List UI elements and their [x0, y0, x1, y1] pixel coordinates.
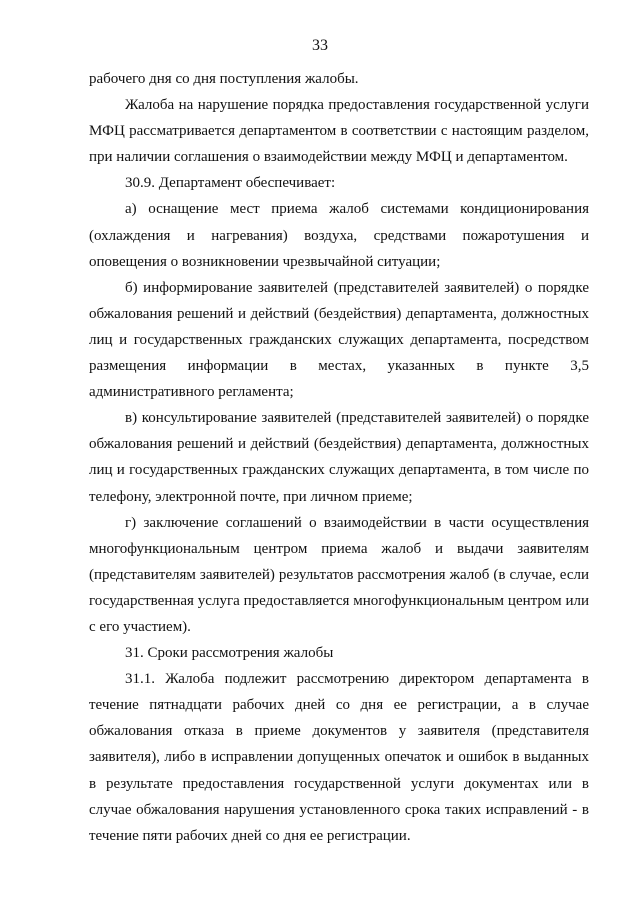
- paragraph-item-a: а) оснащение мест приема жалоб системами кондиционирования (охлаждения и нагревания) воздуха, средствами пожаротушения и оповещения о возникновении чрезвычайной ситуации;: [89, 201, 589, 270]
- page-number: 33: [312, 37, 328, 54]
- section-heading-31: 31. Сроки рассмотрения жалобы: [125, 645, 334, 662]
- paragraph-item-v: в) консультирование заявителей (представителей заявителей) о порядке обжалования решений и действий (бездействия) департамента, должностных лиц и государственных гражданских служащих департамента, в том числе по телефону, электронной почте, при личном приеме;: [89, 410, 589, 505]
- paragraph-mfc-complaint: Жалоба на нарушение порядка предоставления государственной услуги МФЦ рассматривается департаментом в соответствии с настоящим разделом, при наличии соглашения о взаимодействии между МФЦ и департаментом.: [89, 97, 589, 166]
- paragraph-section-30-9: 30.9. Департамент обеспечивает:: [125, 175, 336, 192]
- body-text: [89, 66, 589, 849]
- paragraph-item-b: б) информирование заявителей (представителей заявителей) о порядке обжалования решений и действий (бездействия) департамента, должностных лиц и государственных гражданских служащих департамента, посредством размещения информации в местах, указанных в пункте 3,5 административного регламента;: [89, 279, 589, 401]
- paragraph-continuation: рабочего дня со дня поступления жалобы.: [89, 71, 359, 87]
- paragraph-section-31-1: 31.1. Жалоба подлежит рассмотрению директором департамента в течение пятнадцати рабочих дней со дня ее регистрации, а в случае обжалования отказа в приеме документов у заявителя (представителя заявителя), либо в исправлении допущенных опечаток и ошибок в выданных в результате предоставления государственной услуги документах или в случае обжалования нарушения установленного срока таких исправлений - в течение пяти рабочих дней со дня ее регистрации.: [89, 671, 589, 844]
- paragraph-item-g: г) заключение соглашений о взаимодействии в части осуществления многофункциональным центром приема жалоб и выдачи заявителям (представителям заявителей) результатов рассмотрения жалоб (в случае, если государственная услуга предоставляется многофункциональным центром или с его участием).: [89, 514, 589, 635]
